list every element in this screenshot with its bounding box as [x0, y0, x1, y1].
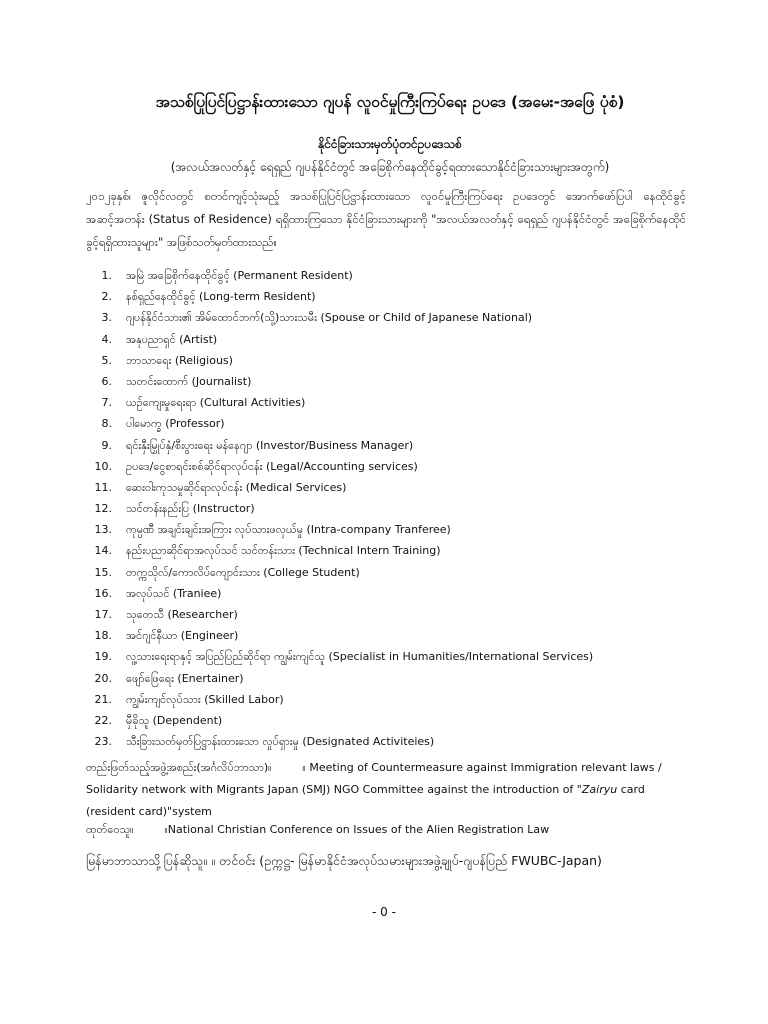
list-item-number: 18. [94, 629, 112, 643]
publisher-text: ။National Christian Conference on Issues of the Alien Registration Law [164, 823, 550, 836]
list-item-text: အလုပ်သင် (Traniee) [126, 586, 222, 600]
list-item-number: 20. [94, 671, 112, 685]
list-item [86, 329, 686, 350]
list-item-text: နစ်ရှည်နေထိုင်ခွင့် (Long-term Resident) [126, 290, 316, 304]
list-item-text: တက္ကသိုလ်/ကောလိပ်ကျောင်းသား (College Student) [126, 565, 360, 579]
list-item [86, 350, 686, 371]
list-item-number: 6. [101, 374, 112, 388]
list-item-text: လူ့သားရေးရာနှင့် အပြည်ပြည်ဆိုင်ရာ ကျွမ်းကျင်သူ (Specialist in Humanities/International Services) [126, 650, 594, 664]
list-item [86, 392, 686, 413]
compiled-by-paragraph [86, 757, 686, 823]
list-item [86, 540, 686, 561]
list-item-text: ဥပဒေ/ငွေစာရင်းစစ်ဆိုင်ရာလုပ်ငန်း (Legal/Accounting services) [126, 459, 418, 473]
list-item-number: 17. [94, 608, 112, 621]
publisher-label: ထုတ်ဝေသူ။ [86, 823, 134, 836]
list-item [86, 477, 686, 498]
status-list [86, 265, 686, 752]
compiled-by-text: Meeting of Countermeasure against Immigration relevant laws / Solidarity network with Migrants Japan (SMJ) NGO Committee against the introduction of " [86, 761, 662, 796]
list-item-text: ကျွမ်းကျင်လုပ်သား (Skilled Labor) [126, 692, 284, 706]
list-item-number: 13. [94, 523, 112, 537]
list-item-text: သုတေသီ (Researcher) [126, 608, 238, 621]
list-item-number: 3. [101, 311, 112, 325]
document-subtitle: နိုင်ငံခြားသားမှတ်ပုံတင်ဥပဒေသစ် [318, 137, 462, 151]
list-item [86, 371, 686, 392]
list-item-text: ဆေးဝါးကုသမှုဆိုင်ရာလုပ်ငန်း (Medical Services) [126, 480, 347, 494]
list-item-number: 10. [94, 459, 112, 473]
list-item-text: နည်းပညာဆိုင်ရာအလုပ်သင် သင်တန်းသား (Technical Intern Training) [126, 544, 441, 558]
list-item-text: အင်ဂျင်နီယာ (Engineer) [126, 629, 239, 643]
list-item-number: 14. [94, 544, 112, 558]
list-item-number: 2. [101, 290, 112, 304]
list-item-text: အနုပညာရှင် (Artist) [126, 332, 218, 346]
list-item-number: 7. [101, 396, 112, 410]
list-item-number: 16. [94, 586, 112, 600]
list-item-number: 22. [94, 713, 112, 727]
list-item-text: သတင်းထောက် (Journalist) [126, 374, 252, 388]
compiled-by-separator: ။ [302, 761, 306, 774]
list-item [86, 710, 686, 731]
list-item-text: အမြဲ အခြေစိုက်နေထိုင်ခွင့် (Permanent Resident) [126, 269, 353, 282]
list-item [86, 265, 686, 286]
list-item-number: 23. [94, 735, 112, 749]
intro-paragraph: ၂၀၁၂ခုနှစ်၊ ဇူလိုင်လတွင် စတင်ကျင့်သုံးမည့် အသစ်ပြုပြင်ပြဋ္ဌာန်းထားသော လူဝင်မှုကြီးကြပ်ရေး ဥပဒေတွင် အောက်ဖော်ပြပါ နေထိုင်ခွင့်အဆင့်အတန်း (Status of Residence) ရရှိထားကြသော နိုင်ငံခြားသားများကို "အလယ်အလတ်နှင့် ရေရှည် ဂျပန်နိုင်ငံတွင် အခြေစိုက်နေထိုင်ခွင့်ရရှိထားသူများ" အဖြစ်သတ်မှတ်ထားသည်။ [86, 189, 686, 249]
list-item [86, 519, 686, 540]
list-item [86, 731, 686, 752]
document-subnote: (အလယ်အလတ်နှင့် ရေရှည် ဂျပန်နိုင်ငံတွင် အခြေစိုက်နေထိုင်ခွင့်ရထားသောနိုင်ငံခြားသားများအတွက်) [170, 160, 610, 174]
list-item [86, 646, 686, 667]
list-item-text: ပါမောက္ခ (Professor) [126, 417, 225, 431]
list-item-text: သီးခြားသတ်မှတ်ပြဋ္ဌာန်းထားသော လှုပ်ရှားမှု (Designated Activiteies) [126, 735, 435, 749]
list-item [86, 625, 686, 646]
list-item [86, 435, 686, 456]
list-item-number: 1. [101, 269, 112, 282]
list-item [86, 668, 686, 689]
list-item-number: 8. [101, 417, 112, 431]
document-title: အသစ်ပြုပြင်ပြဋ္ဌာန်းထားသော ဂျပန် လူဝင်မှုကြီးကြပ်ရေး ဥပဒေ (အမေး-အဖြေ ပုံစံ) [155, 93, 625, 111]
list-item-number: 12. [94, 502, 112, 516]
list-item-number: 15. [94, 565, 112, 579]
list-item [86, 413, 686, 434]
compiled-by-label: တည်းဖြတ်သည့်အဖွဲ့အစည်း(အင်္ဂလိပ်ဘာသာ)။ [86, 761, 272, 774]
page-number: - 0 - [372, 905, 396, 919]
list-item-text: ဘာသာရေး (Religious) [126, 353, 233, 367]
list-item-text: ဖျော်ဖြေရေး (Enertainer) [126, 671, 244, 685]
publisher-paragraph [86, 819, 686, 841]
translator-line: မြန်မာဘာသာသို့ပြန်ဆိုသူ။ ။ တင်ဝင်း (ဥက္ကဋ္ဌ- မြန်မာနိုင်ငံအလုပ်သမားများအဖွဲ့ချုပ်-ဂျပန်ပြည် FWUBC-Japan) [86, 853, 602, 868]
list-item [86, 456, 686, 477]
list-item-text: မှီခိုသူ (Dependent) [126, 713, 223, 727]
list-item [86, 689, 686, 710]
list-item [86, 498, 686, 519]
list-item-number: 9. [101, 438, 112, 452]
list-item [86, 286, 686, 307]
list-item-number: 19. [94, 650, 112, 664]
list-item-number: 21. [94, 692, 112, 706]
list-item [86, 583, 686, 604]
list-item-number: 11. [94, 480, 112, 494]
list-item-text: ကုမ္ပဏီ အချင်းချင်းအကြား လုပ်သားဖလှယ်မှု (Intra-company Tranferee) [126, 523, 451, 537]
zairyu-term: Zairyu [581, 783, 618, 796]
list-item-number: 5. [101, 353, 112, 367]
compiled-by-text-end: card (resident card)"system [86, 783, 645, 818]
list-item-text: သင်တန်းနည်းပြ (Instructor) [126, 502, 255, 516]
list-item [86, 307, 686, 328]
list-item [86, 604, 686, 625]
list-item [86, 562, 686, 583]
list-item-text: ယဉ်ကျေးမှုရေးရာ (Cultural Activities) [126, 396, 306, 410]
list-item-text: ရင်းနှီးမြှုပ်နှံ/စီးပွားရေး မန်နေဂျာ (Investor/Business Manager) [126, 438, 414, 452]
list-item-number: 4. [101, 332, 112, 346]
list-item-text: ဂျပန်နိုင်ငံသား၏ အိမ်ထောင်ဘက်(သို့)သားသမီး (Spouse or Child of Japanese National) [126, 311, 533, 325]
